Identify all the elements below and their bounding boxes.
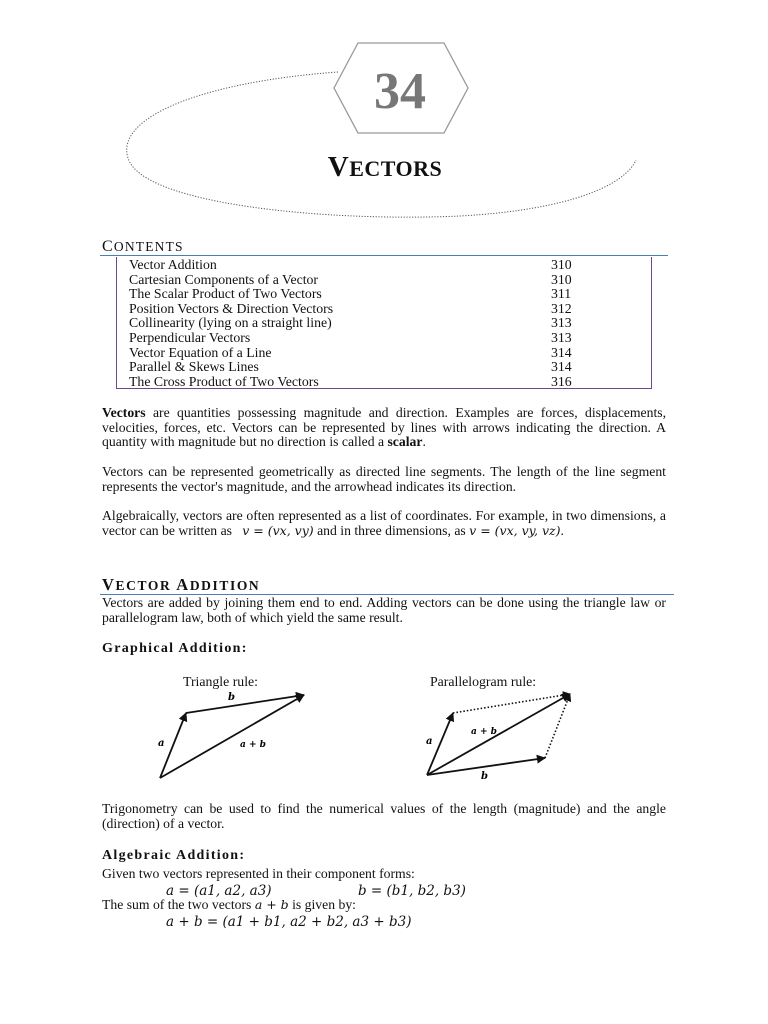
toc-row[interactable] [129, 346, 644, 361]
toc-page: 316 [551, 373, 572, 389]
math-2d-vector: v = (vx, vy) [242, 522, 314, 538]
subheading-algebraic-addition: Algebraic Addition: [102, 848, 246, 863]
toc-title: Vector Equation of a Line [129, 344, 272, 360]
alg-text-2b: is given by: [292, 897, 356, 912]
toc-page: 314 [551, 344, 572, 360]
contents-label [102, 238, 184, 256]
contents-table [116, 257, 652, 389]
math-vector-b: b = (b1, b2, b3) [358, 883, 466, 899]
label-sum: a + b [240, 740, 266, 750]
toc-page: 313 [551, 315, 572, 331]
toc-page: 313 [551, 330, 572, 345]
toc-row[interactable] [129, 375, 644, 390]
toc-title: Position Vectors & Direction Vectors [129, 300, 334, 316]
intro-text-3a: Algebraically, vectors are often represented as a list of coordinates. For example, in two dimensions, a vector can be written as [102, 508, 666, 538]
chapter-title-initial: V [327, 151, 350, 183]
label-sum: a + b [471, 727, 497, 737]
vector-addition-figures [0, 690, 768, 790]
math-3d-vector: v = (vx, vy, vz) [469, 522, 561, 538]
toc-row[interactable] [129, 287, 644, 302]
label-a: a [426, 736, 433, 747]
toc-page: 312 [551, 300, 572, 316]
toc-row[interactable] [129, 331, 644, 346]
chapter-title [250, 150, 520, 186]
intro-paragraph-1 [102, 406, 666, 450]
intro-paragraph-3 [102, 509, 666, 538]
toc-title: The Cross Product of Two Vectors [129, 373, 319, 389]
period: . [560, 522, 564, 538]
toc-page: 311 [551, 286, 572, 302]
label-b: b [481, 771, 488, 782]
toc-row[interactable] [129, 258, 644, 273]
toc-row[interactable] [129, 302, 644, 317]
toc-row[interactable] [129, 316, 644, 331]
heading-initial: A [176, 575, 190, 594]
toc-title: The Scalar Product of Two Vectors [129, 286, 322, 302]
toc-page: 310 [551, 271, 572, 287]
subheading-graphical-addition: Graphical Addition: [102, 641, 248, 656]
heading-rest: DDITION [189, 578, 261, 593]
section-heading-vector-addition [102, 575, 260, 595]
toc-page: 310 [551, 257, 572, 272]
parallelogram-rule-figure [426, 694, 570, 782]
toc-title: Parallel & Skews Lines [129, 359, 259, 375]
intro-text-3b: and in three dimensions, as [317, 522, 466, 538]
intro-paragraph-2: Vectors can be represented geometrically as directed line segments. The length of the line segment represents the vector's magnitude, and the arrowhead indicates its direction. [102, 464, 666, 494]
intro-text-1: are quantities possessing magnitude and direction. Examples are forces, displacements, velocities, forces, etc. Vectors can be represented by lines with arrows indicating the direction. A quantity with magnitude but no direction is called a [102, 405, 666, 450]
toc-row[interactable] [129, 273, 644, 288]
toc-title: Vector Addition [129, 257, 217, 272]
trigonometry-text: Trigonometry can be used to find the numerical values of the length (magnitude) and the angle (direction) of a vector. [102, 801, 666, 831]
toc-title: Cartesian Components of a Vector [129, 271, 319, 287]
contents-label-rest: ONTENTS [113, 239, 184, 254]
vector-b-arrow [186, 695, 304, 713]
toc-row[interactable] [129, 360, 644, 375]
vector-addition-text: Vectors are added by joining them end to end. Adding vectors can be done using the triangle law or parallelogram law, both of which yield the same result. [102, 595, 666, 625]
chapter-title-rest: ECTORS [349, 156, 443, 181]
parallelogram-rule-label: Parallelogram rule: [430, 674, 537, 689]
math-sum-formula: a + b = (a1 + b1, a2 + b2, a3 + b3) [166, 914, 412, 930]
dotted-a-arrow [545, 694, 570, 758]
term-scalar: scalar [387, 434, 423, 450]
heading-initial: V [102, 575, 116, 594]
algebraic-text-2 [102, 898, 666, 913]
math-a-plus-b: a + b [254, 897, 289, 912]
label-b: b [228, 692, 235, 703]
algebraic-text-1: Given two vectors represented in their component forms: [102, 866, 415, 881]
label-a: a [158, 738, 165, 749]
alg-text-2a: The sum of the two vectors [102, 897, 252, 912]
heading-rest: ECTOR [115, 578, 177, 593]
toc-title: Perpendicular Vectors [129, 330, 251, 345]
triangle-rule-figure [158, 692, 304, 778]
chapter-number: 34 [374, 63, 426, 120]
vector-sum-arrow [160, 695, 304, 778]
triangle-rule-label: Triangle rule: [183, 674, 258, 689]
period: . [422, 434, 426, 450]
math-vector-a: a = (a1, a2, a3) [166, 883, 272, 899]
contents-label-initial: C [102, 238, 114, 255]
contents-top-rule [100, 255, 668, 256]
toc-page: 314 [551, 359, 572, 375]
term-vectors: Vectors [102, 405, 146, 420]
toc-title: Collinearity (lying on a straight line) [129, 315, 332, 331]
